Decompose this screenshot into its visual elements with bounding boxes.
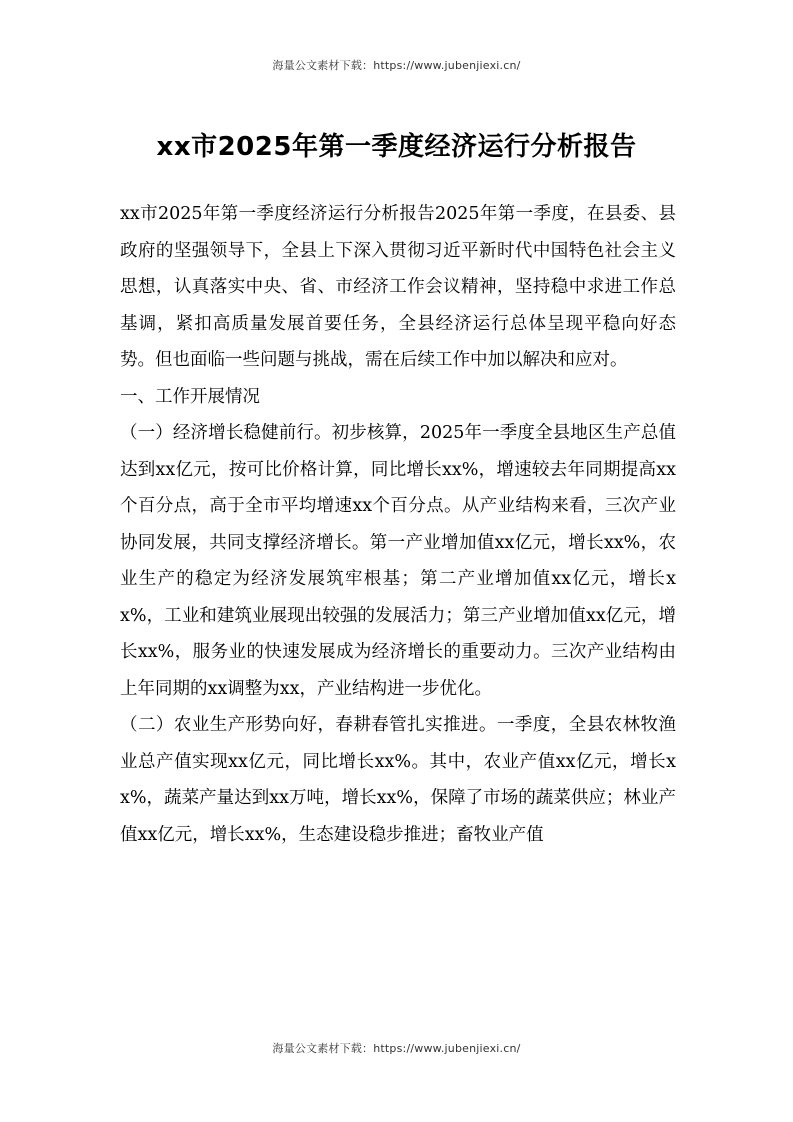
section-heading: 一、工作开展情况 <box>120 386 260 407</box>
page-footer: 海量公文素材下载：https://www.jubenjiexi.cn/ <box>272 1042 521 1055</box>
page-header: 海量公文素材下载：https://www.jubenjiexi.cn/ <box>272 59 521 72</box>
intro-paragraph: xx市2025年第一季度经济运行分析报告2025年第一季度，在县委、县政府的坚强领导下，全县上下深入贯彻习近平新时代中国特色社会主义思想，认真落实中央、省、市经济工作会议精神，坚持稳中求进工作总基调，紧扣高质量发展首要任务，全县经济运行总体呈现平稳向好态势。但也面临一些问题与挑战，需在后续工作中加以解决和应对。 <box>120 204 676 370</box>
paragraph-economic-growth: （一）经济增长稳健前行。初步核算，2025年一季度全县地区生产总值达到xx亿元，按可比价格计算，同比增长xx%，增速较去年同期提高xx个百分点，高于全市平均增速xx个百分点。从产业结构来看，三次产业协同发展，共同支撑经济增长。第一产业增加值xx亿元，增长xx%，农业生产的稳定为经济发展筑牢根基；第二产业增加值xx亿元，增长xx%，工业和建筑业展现出较强的发展活力；第三产业增加值xx亿元，增长xx%，服务业的快速发展成为经济增长的重要动力。三次产业结构由上年同期的xx调整为xx，产业结构进一步优化。 <box>120 423 676 699</box>
document-title: xx市2025年第一季度经济运行分析报告 <box>156 132 637 162</box>
document-body <box>120 196 676 853</box>
paragraph-agriculture: （二）农业生产形势向好，春耕春管扎实推进。一季度，全县农林牧渔业总产值实现xx亿元，同比增长xx%。其中，农业产值xx亿元，增长xx%，蔬菜产量达到xx万吨，增长xx%，保障了市场的蔬菜供应；林业产值xx亿元，增长xx%，生态建设稳步推进；畜牧业产值 <box>120 715 676 845</box>
